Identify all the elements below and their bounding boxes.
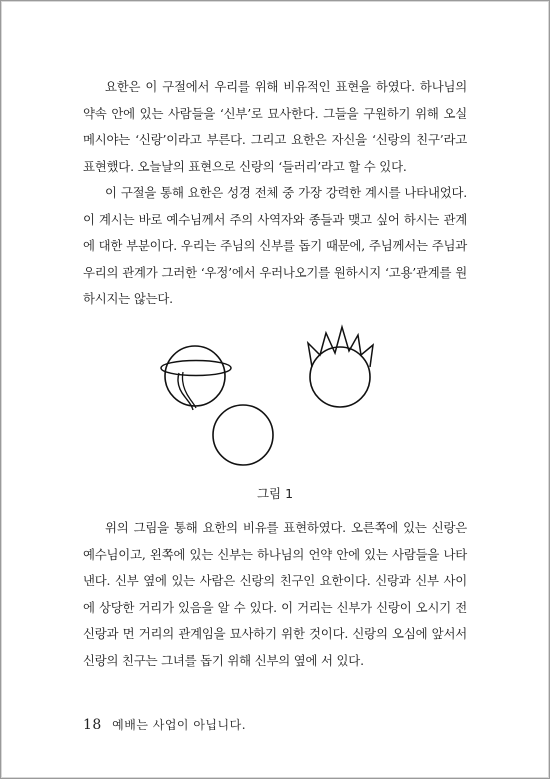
groom-head-circle [310, 347, 370, 407]
body-text-bottom [83, 515, 467, 674]
groom-figure [308, 327, 373, 407]
paragraph-3: 위의 그림을 통해 요한의 비유를 표현하였다. 오른쪽에 있는 신랑은 예수님이고, 왼쪽에 있는 신부는 하나님의 언약 안에 있는 사람들을 나타낸다. 신부 옆에 있는 사람은 신랑의 친구인 요한이다. 신랑과 신부 사이에 상당한 거리가 있음을 알 수 있다. 이 거리는 신부가 신랑이 오시기 전 신랑과 먼 거리의 관계임을 묘사하기 위한 것이다. 신랑의 오심에 앞서서 신랑의 친구는 그녀를 돕기 위해 신부의 옆에 서 있다. [83, 520, 467, 668]
paragraph-1: 요한은 이 구절에서 우리를 위해 비유적인 표현을 하였다. 하나님의 약속 안에 있는 사람들을 ‘신부’로 묘사한다. 그들을 구원하기 위해 오실 메시야는 ‘신랑’이라고 부른다. 그리고 요한은 자신을 ‘신랑의 친구’라고 표현했다. 오늘날의 표현으로 신랑의 ‘들러리’라고 할 수 있다. [83, 79, 467, 174]
page-footer [83, 716, 246, 733]
page-number: 18 [83, 717, 102, 733]
friend-head-circle [213, 405, 273, 465]
bride-veil-ring [161, 361, 231, 376]
bride-figure [161, 346, 231, 410]
figure-1 [160, 325, 400, 470]
figure-caption: 그림 1 [256, 486, 294, 501]
running-title: 예배는 사업이 아닙니다. [112, 718, 247, 732]
figure-illustration [160, 325, 400, 470]
paragraph-2: 이 구절을 통해 요한은 성경 전체 중 가장 강력한 계시를 나타내었다. 이 계시는 바로 예수님께서 주의 사역자와 종들과 맺고 싶어 하시는 관계에 대한 부분이다. 우리는 주님의 신부를 돕기 때문에, 주님께서는 주님과 우리의 관계가 그러한 ‘우정’에서 우러나오기를 원하시지 ‘고용’관계를 원하시지는 않는다. [83, 185, 467, 306]
body-text-top [83, 74, 467, 313]
